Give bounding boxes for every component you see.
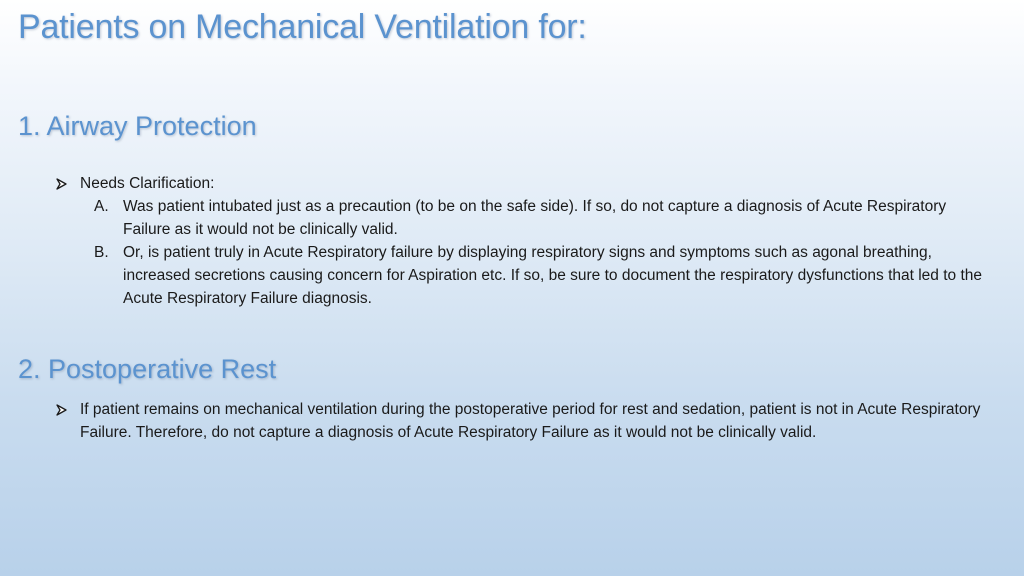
sub-item-text: Or, is patient truly in Acute Respiratory failure by displaying respiratory signs and symptoms such as agonal breathing, increased secretions causing concern for Aspiration etc. If so, be sure to document the respiratory dysfunctions that led to the Acute Respiratory Failure diagnosis. bbox=[123, 244, 982, 307]
slide-title: Patients on Mechanical Ventilation for: bbox=[18, 8, 587, 46]
bullet-item bbox=[56, 172, 986, 195]
sub-item-marker: A. bbox=[94, 198, 109, 215]
sub-item-a bbox=[94, 195, 986, 241]
arrow-bullet-icon bbox=[56, 172, 70, 195]
bullet-item bbox=[56, 398, 986, 444]
section-heading-postoperative-rest: 2. Postoperative Rest bbox=[18, 354, 277, 384]
section-postoperative-rest-content bbox=[56, 398, 986, 444]
section-heading-airway-protection: 1. Airway Protection bbox=[18, 111, 257, 141]
bullet-text: Needs Clarification: bbox=[80, 175, 215, 192]
sub-item-b bbox=[94, 241, 986, 310]
sub-item-text: Was patient intubated just as a precaution (to be on the safe side). If so, do not capture a diagnosis of Acute Respiratory Failure as it would not be clinically valid. bbox=[123, 198, 947, 238]
sub-list bbox=[94, 195, 986, 310]
bullet-text: If patient remains on mechanical ventilation during the postoperative period for rest and sedation, patient is not in Acute Respiratory Failure. Therefore, do not capture a diagnosis of Acute Respiratory Failure as it would not be clinically valid. bbox=[80, 401, 981, 441]
sub-item-marker: B. bbox=[94, 244, 109, 261]
arrow-bullet-icon bbox=[56, 398, 70, 421]
section-airway-protection-content bbox=[56, 172, 986, 310]
